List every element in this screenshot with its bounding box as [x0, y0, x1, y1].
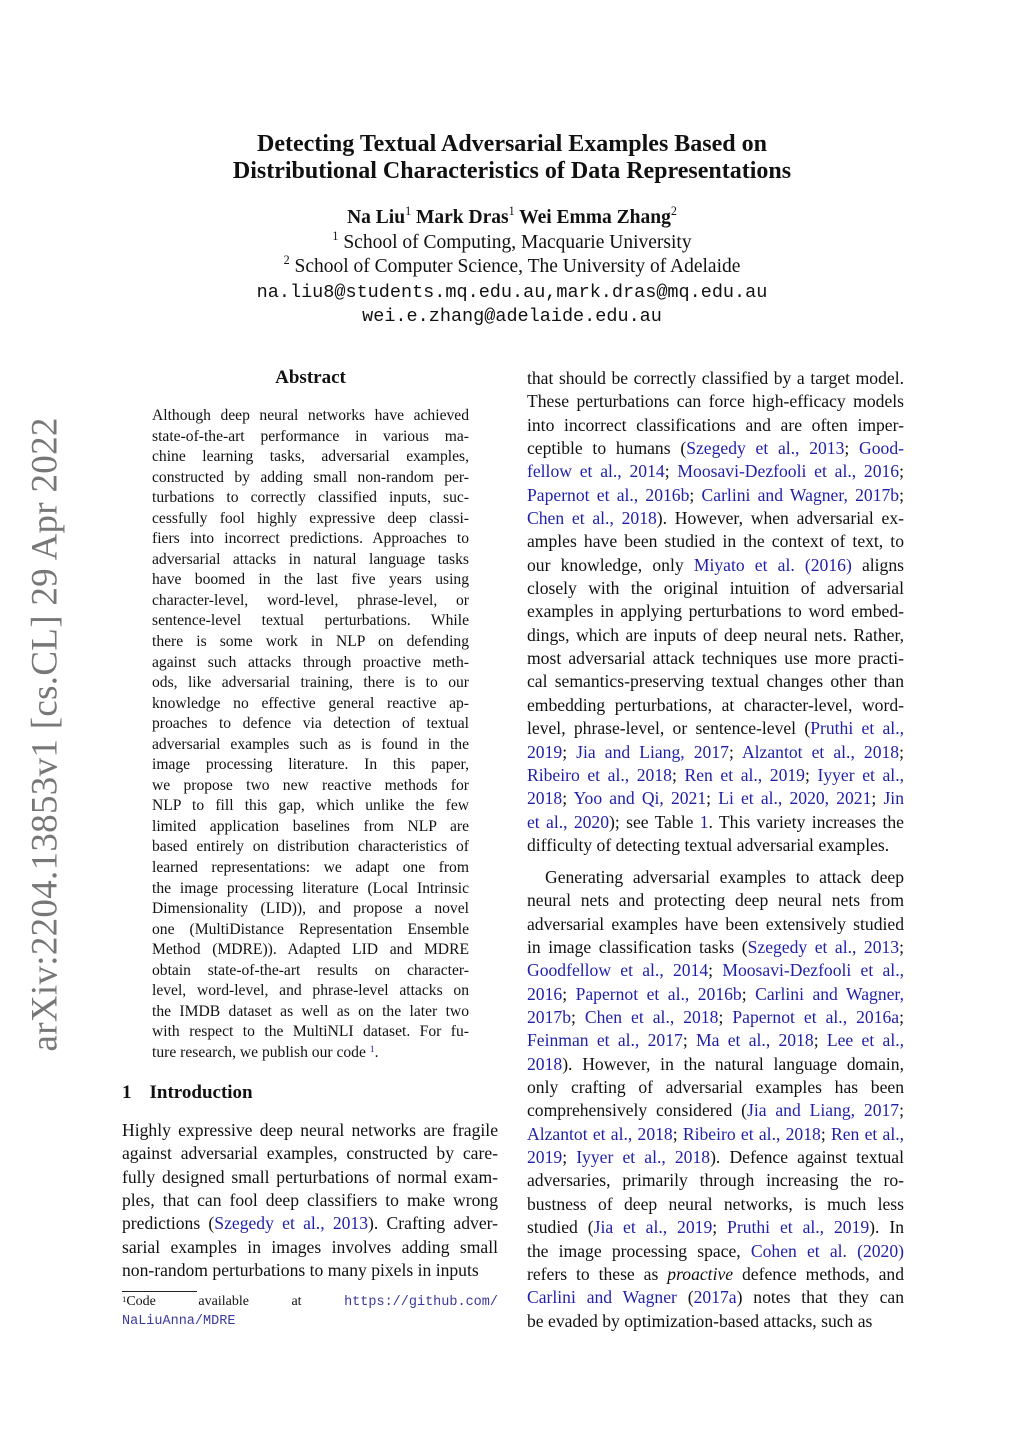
text-line: [527, 1076, 904, 1099]
text-span: chine learning tasks, adversarial examples,: [152, 448, 469, 466]
text-span: ;: [899, 937, 904, 958]
text-line: [527, 1029, 904, 1052]
text-span: ;: [813, 1030, 827, 1051]
text-span: ;: [899, 1007, 904, 1028]
text-span: ;: [664, 461, 678, 482]
text-span: there is some work in NLP on defending: [152, 633, 469, 651]
abstract-body: [152, 406, 469, 1064]
text-span: we propose two new reactive methods for: [152, 776, 469, 794]
citation-link[interactable]: Miyato et al. (2016): [693, 554, 852, 575]
text-line: [122, 1142, 498, 1165]
text-line: [527, 1193, 904, 1216]
text-line: [152, 817, 469, 838]
citation-link[interactable]: Lee et al.,: [826, 1030, 904, 1051]
text-span: Method (MDRE)). Adapted LID and MDRE: [152, 941, 469, 959]
citation-link[interactable]: et al., 2020: [527, 811, 610, 832]
author-list: [0, 204, 1024, 229]
citation-link[interactable]: Carlini and Wagner: [527, 1287, 677, 1308]
citation-link[interactable]: Jia et al., 2019: [593, 1217, 713, 1238]
text-span: cal semantics-preserving textual changes other than: [527, 671, 904, 692]
text-line: [527, 811, 904, 834]
text-line: [527, 484, 904, 507]
text-span: adversaries, primarily through increasing the ro-: [527, 1170, 904, 1191]
text-line: [152, 755, 469, 776]
text-span: constructed by adding small non-random per-: [152, 468, 469, 486]
text-line: [527, 1123, 904, 1146]
text-span: proaches to defence via detection of textual: [152, 715, 469, 733]
text-span: fiers into incorrect predictions. Approaches to: [152, 530, 469, 548]
text-span: fully designed small perturbations of normal exam-: [122, 1166, 498, 1187]
text-line: [152, 673, 469, 694]
text-span: turbations to correctly classified inputs, suc-: [152, 489, 469, 507]
text-span: ;: [689, 484, 702, 505]
citation-link[interactable]: 2019: [527, 1147, 563, 1168]
text-span: non-random perturbations to many pixels in inputs: [122, 1260, 479, 1281]
citation-link[interactable]: Pruthi et al.,: [810, 718, 904, 739]
text-line: [527, 983, 904, 1006]
citation-link[interactable]: Ren et al.,: [830, 1123, 905, 1144]
text-span: neural nets and protecting deep neural nets from: [527, 890, 904, 911]
text-line: [527, 390, 904, 413]
author: Na Liu$^1$: [347, 204, 412, 228]
text-line: [152, 550, 469, 571]
text-line: [152, 776, 469, 797]
text-span: ;: [820, 1123, 831, 1144]
text-span: ) notes that they can: [736, 1287, 905, 1308]
citation-link[interactable]: Moosavi-Dezfooli et al.,: [722, 960, 904, 981]
text-span: that should be correctly classified by a target model.: [527, 368, 904, 388]
text-span: sarial examples in images involves adding small: [122, 1236, 498, 1257]
text-span: ;: [844, 438, 860, 459]
affiliation-2: $^2$ School of Computer Science, The University of Adelaide: [283, 253, 741, 277]
text-line: [152, 694, 469, 715]
text-span: cessfully fool highly expressive deep classi-: [152, 509, 469, 527]
text-line: [527, 936, 904, 959]
text-line: [152, 981, 469, 1002]
text-span: ). However, in the natural language domain,: [562, 1053, 904, 1074]
text-span: obtain state-of-the-art results on character-: [152, 961, 469, 979]
text-span: ples, that can fool deep classifiers to make wrong: [122, 1190, 498, 1211]
text-span: ). Defence against textual: [710, 1147, 904, 1168]
text-span: ceptible to humans (: [527, 438, 687, 459]
text-span: character-level, word-level, phrase-level, or: [152, 591, 469, 609]
text-line: [527, 764, 904, 787]
author: Wei Emma Zhang$^2$: [519, 204, 677, 228]
text-span: ). Crafting adver-: [368, 1213, 498, 1234]
text-line: [152, 447, 469, 468]
title-line-2: Distributional Characteristics of Data Representations: [232, 158, 792, 184]
text-span: .: [374, 1043, 379, 1061]
text-line: [527, 670, 904, 693]
text-line: [152, 899, 469, 920]
text-line: [122, 1236, 498, 1259]
citation-link[interactable]: Papernot et al., 2016a: [732, 1007, 900, 1028]
text-span: with respect to the MultiNLI dataset. For fu-: [152, 1023, 469, 1041]
text-line: [527, 647, 904, 670]
citation-link[interactable]: Iyyer et al.,: [817, 764, 904, 785]
text-line: [527, 1169, 904, 1192]
text-line: [152, 488, 469, 509]
text-span: limited application baselines from NLP are: [152, 817, 469, 835]
text-line: [527, 460, 904, 483]
text-span: in image classification tasks (: [527, 937, 748, 958]
citation-link[interactable]: Chen et al., 2018: [584, 1007, 719, 1028]
emphasis-text: proactive: [667, 1263, 734, 1284]
text-line: [527, 913, 904, 936]
title-line-1: Detecting Textual Adversarial Examples Based on: [256, 131, 767, 157]
text-span: the image processing space,: [527, 1240, 751, 1261]
text-span: our knowledge, only: [527, 554, 694, 575]
paper-title: [0, 131, 1024, 185]
text-span: learned representations: we adapt one from: [152, 859, 469, 877]
text-span: adversarial attacks in natural language tasks: [152, 550, 469, 568]
citation-link[interactable]: Jia and Liang, 2017: [576, 741, 729, 762]
text-span: . This variety increases the: [708, 811, 904, 832]
text-line: [122, 1212, 498, 1235]
citation-link[interactable]: Feinman et al., 2017: [527, 1030, 683, 1051]
footnote-divider: [122, 1291, 197, 1292]
citation-link[interactable]: Szegedy et al., 2013: [686, 438, 845, 459]
text-span: embedding perturbations, at character-level, word-: [527, 694, 904, 715]
text-line: [152, 406, 469, 427]
text-span: against such attacks through proactive meth-: [152, 653, 469, 671]
text-span: level, phrase-level, or sentence-level (: [527, 718, 811, 739]
text-span: against adversarial examples, constructed by care-: [122, 1143, 498, 1164]
emails-line-2: wei.e.zhang@adelaide.edu.au: [362, 306, 662, 327]
text-span: the IMDB dataset as well as on the later two: [152, 1002, 469, 1020]
citation-link[interactable]: Ribeiro et al., 2018: [682, 1123, 821, 1144]
text-span: ;: [718, 1007, 733, 1028]
citation-link[interactable]: Carlini and Wagner,: [755, 983, 904, 1004]
text-span: adversarial examples such as is found in the: [152, 735, 469, 753]
text-line: [152, 1002, 469, 1023]
citation-link[interactable]: 2017b: [527, 1007, 571, 1028]
citation-link[interactable]: Jin: [883, 788, 904, 809]
citation-link[interactable]: 2017a: [693, 1287, 737, 1308]
text-line: [122, 1119, 498, 1142]
code-link[interactable]: https://github.com/: [344, 1295, 498, 1310]
section-heading-introduction: 1 Introduction: [122, 1082, 253, 1103]
text-span: ods, like adversarial training, there is to our: [152, 674, 469, 692]
citation-link[interactable]: Goodfellow et al., 2014: [527, 960, 709, 981]
text-line: [527, 1099, 904, 1122]
text-span: examples in applying perturbations to word embed-: [527, 601, 904, 622]
text-span: level, word-level, and phrase-level attacks on: [152, 982, 469, 1000]
text-span: defence methods, and: [733, 1263, 904, 1284]
text-span: only crafting of adversarial examples has been: [527, 1077, 904, 1098]
text-span: These perturbations can force high-efficacy models: [527, 391, 904, 412]
text-line: [152, 468, 469, 489]
text-line: [527, 1263, 904, 1286]
text-span: ;: [899, 484, 904, 505]
text-span: ). However, when adversarial ex-: [656, 508, 904, 529]
text-line: [152, 714, 469, 735]
text-line: [152, 509, 469, 530]
citation-link[interactable]: Ribeiro et al., 2018: [527, 764, 672, 785]
text-line: [527, 1310, 904, 1333]
text-line: [122, 1259, 498, 1282]
text-line: [152, 529, 469, 550]
text-line: [527, 437, 904, 460]
text-line: [527, 787, 904, 810]
text-span: amples have been studied in the context of text, to: [527, 531, 904, 552]
text-span: have boomed in the last five years using: [152, 571, 469, 589]
footnote: $^1$Code available at https://github.com/ NaLiuAnna/MDRE: [122, 1294, 498, 1329]
text-line: [527, 866, 904, 889]
text-span: ;: [871, 788, 884, 809]
text-line: [527, 1240, 904, 1263]
citation-link[interactable]: Good-: [859, 438, 904, 459]
text-line: [527, 834, 904, 857]
text-span: comprehensively considered (: [527, 1100, 747, 1121]
text-span: based entirely on distribution characteristics of: [152, 838, 469, 856]
text-line: [527, 694, 904, 717]
citation-link[interactable]: Alzantot et al., 2018: [741, 741, 900, 762]
text-line: [527, 624, 904, 647]
text-line: [527, 507, 904, 530]
citation-link[interactable]: 2016: [527, 983, 563, 1004]
citation-link[interactable]: Cohen et al. (2020): [750, 1240, 905, 1261]
text-span: ;: [671, 764, 685, 785]
text-span: ;: [562, 983, 576, 1004]
right-column-paragraph-1: [527, 367, 904, 857]
text-line: [527, 889, 904, 912]
citation-link[interactable]: Li et al., 2020, 2021: [718, 788, 872, 809]
text-span: state-of-the-art performance in various ma-: [152, 427, 469, 445]
footnote-mark[interactable]: 1: [369, 1043, 375, 1055]
text-span: ;: [562, 788, 574, 809]
text-span: ;: [899, 461, 904, 482]
citation-link[interactable]: Szegedy et al., 2013: [214, 1213, 369, 1234]
text-line: [152, 961, 469, 982]
citation-link[interactable]: Yoo and Qi, 2021: [573, 788, 707, 809]
emails-line-1: na.liu8@students.mq.edu.au,mark.dras@mq.edu.au: [256, 282, 768, 303]
text-span: studied (: [527, 1217, 594, 1238]
code-link-continued[interactable]: NaLiuAnna/MDRE: [122, 1314, 236, 1329]
text-span: predictions (: [122, 1213, 215, 1234]
citation-link[interactable]: Chen et al., 2018: [527, 508, 657, 529]
text-line: [527, 717, 904, 740]
text-line: [527, 577, 904, 600]
citation-link[interactable]: Pruthi et al., 2019: [727, 1217, 870, 1238]
text-line: [527, 367, 904, 390]
text-span: the image processing literature (Local Intrinsic: [152, 879, 469, 897]
text-line: [152, 837, 469, 858]
text-line: [152, 632, 469, 653]
text-span: ). In: [869, 1217, 904, 1238]
text-line: [122, 1189, 498, 1212]
text-line: [527, 741, 904, 764]
text-span: ;: [562, 1147, 577, 1168]
citation-link[interactable]: Ren et al., 2019: [684, 764, 805, 785]
text-line: [152, 427, 469, 448]
citation-link[interactable]: 2018: [527, 788, 563, 809]
text-line: [152, 735, 469, 756]
text-line: [527, 959, 904, 982]
text-span: aligns: [851, 554, 904, 575]
text-line: [152, 611, 469, 632]
text-span: Although deep neural networks have achieved: [152, 407, 469, 424]
text-span: ;: [741, 983, 756, 1004]
text-span: be evaded by optimization-based attacks, such as: [527, 1310, 873, 1331]
text-line: [152, 591, 469, 612]
text-line: [152, 796, 469, 817]
text-line: [152, 1043, 469, 1064]
citation-link[interactable]: Moosavi-Dezfooli et al., 2016: [677, 461, 900, 482]
citation-link[interactable]: Papernot et al., 2016b: [527, 484, 690, 505]
text-line: [527, 414, 904, 437]
text-span: into incorrect classifications and are often imper-: [527, 414, 904, 435]
text-line: [527, 600, 904, 623]
text-span: refers to these as: [527, 1263, 668, 1284]
text-line: [152, 858, 469, 879]
text-span: ;: [804, 764, 818, 785]
text-line: [527, 1286, 904, 1309]
text-line: [152, 653, 469, 674]
text-line: [527, 1006, 904, 1029]
text-span: ;: [708, 960, 723, 981]
text-span: difficulty of detecting textual adversarial examples.: [527, 834, 890, 855]
text-line: [152, 920, 469, 941]
text-span: dings, which are inputs of deep neural nets. Rather,: [527, 624, 904, 645]
text-span: Generating adversarial examples to attack deep: [545, 867, 904, 887]
text-line: [527, 530, 904, 553]
abstract-heading: Abstract: [275, 367, 346, 388]
citation-link[interactable]: fellow et al., 2014: [527, 461, 665, 482]
text-line: [527, 1053, 904, 1076]
text-span: ;: [728, 741, 742, 762]
citation-link[interactable]: Jia and Liang, 2017: [746, 1100, 900, 1121]
citation-link[interactable]: Papernot et al., 2016b: [575, 983, 742, 1004]
text-span: ;: [706, 788, 719, 809]
text-span: closely with the original intuition of adversarial: [527, 578, 904, 599]
citation-link[interactable]: Alzantot et al., 2018: [527, 1123, 673, 1144]
text-span: Highly expressive deep neural networks are fragile: [122, 1120, 498, 1140]
text-span: knowledge no effective general reactive ap-: [152, 694, 469, 712]
text-span: ;: [712, 1217, 728, 1238]
text-span: one (MultiDistance Representation Ensemble: [152, 920, 469, 938]
text-span: ); see Table: [609, 811, 700, 832]
text-span: ;: [682, 1030, 696, 1051]
text-line: [527, 1146, 904, 1169]
text-span: bustness of deep neural networks, is much less: [527, 1193, 904, 1214]
citation-link[interactable]: 1: [699, 811, 709, 832]
citation-link[interactable]: 2018: [527, 1053, 563, 1074]
introduction-body: [122, 1119, 498, 1282]
text-line: [152, 940, 469, 961]
right-column-paragraph-2: [527, 866, 904, 1333]
citation-link[interactable]: 2019: [527, 741, 563, 762]
affiliation-1: $^1$ School of Computing, Macquarie University: [332, 229, 692, 253]
text-span: ;: [672, 1123, 683, 1144]
citation-link[interactable]: Szegedy et al., 2013: [747, 937, 900, 958]
text-line: [152, 570, 469, 591]
text-span: NLP to fill this gap, which unlike the few: [152, 797, 469, 815]
citation-link[interactable]: Ma et al., 2018: [696, 1030, 814, 1051]
text-span: Dimensionality (LID)), and propose a novel: [152, 900, 469, 918]
text-line: [152, 1022, 469, 1043]
text-span: adversarial examples have been extensively studied: [527, 913, 904, 934]
text-span: ture research, we publish our code: [152, 1043, 370, 1061]
author: Mark Dras$^1$: [415, 204, 515, 228]
text-span: image processing literature. In this paper,: [152, 756, 469, 774]
citation-link[interactable]: Carlini and Wagner, 2017b: [701, 484, 900, 505]
text-span: most adversarial attack techniques use more practi-: [527, 648, 904, 669]
text-line: [527, 554, 904, 577]
text-span: sentence-level textual perturbations. While: [152, 612, 469, 630]
text-span: ;: [899, 1100, 904, 1121]
arxiv-stamp: arXiv:2204.13853v1 [cs.CL] 29 Apr 2022: [24, 417, 66, 1052]
text-span: ;: [562, 741, 577, 762]
text-line: [152, 879, 469, 900]
text-span: ;: [570, 1007, 585, 1028]
text-line: [122, 1166, 498, 1189]
text-line: [527, 1216, 904, 1239]
citation-link[interactable]: Iyyer et al., 2018: [576, 1147, 711, 1168]
text-span: ;: [899, 741, 904, 762]
text-span: (: [676, 1287, 694, 1308]
